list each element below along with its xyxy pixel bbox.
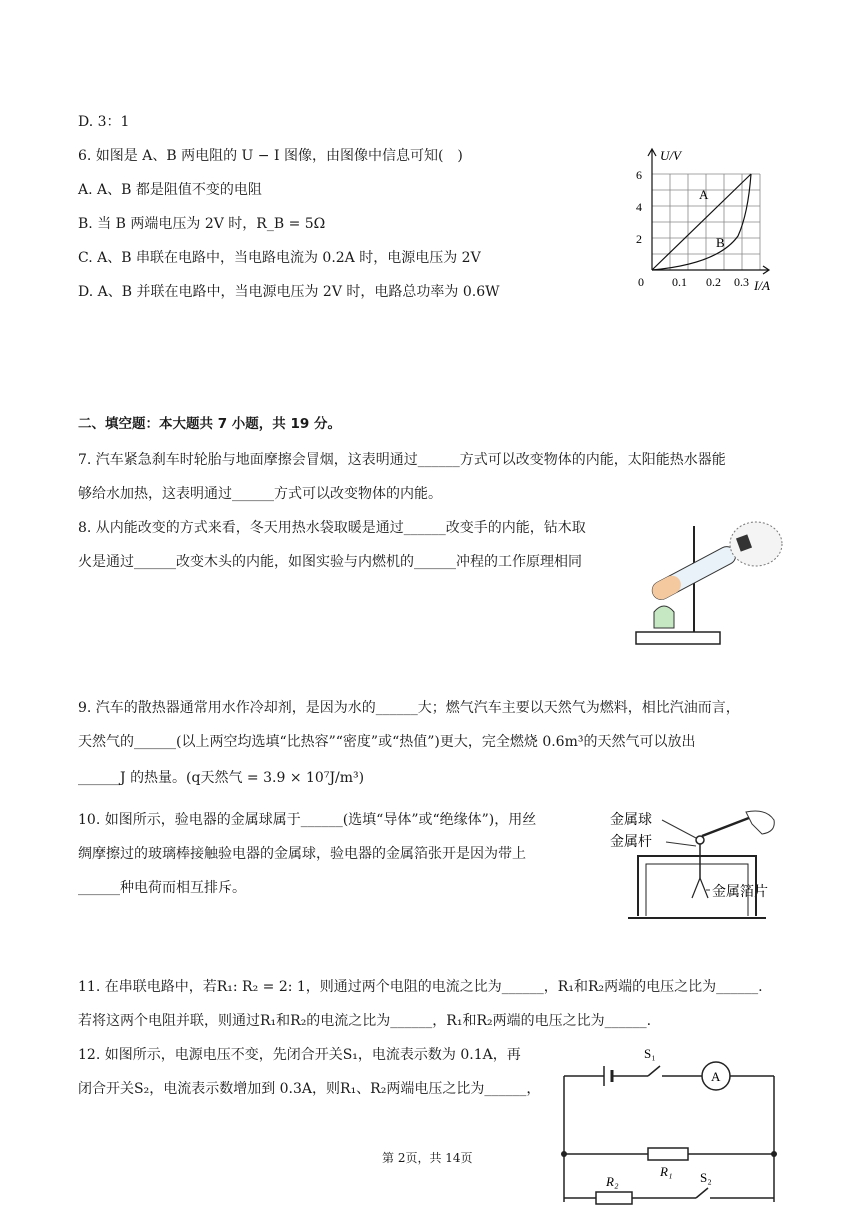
foil-right: [700, 878, 708, 898]
switch-s2: [696, 1188, 708, 1198]
section-2-heading: 二、填空题：本大题共 7 小题，共 19 分。: [78, 416, 341, 432]
page-footer: 第 2页，共 14页: [382, 1151, 473, 1165]
foil-left: [692, 878, 700, 898]
label-r1: R₁: [660, 1164, 673, 1179]
hand: [746, 811, 774, 834]
q12-line-2: 闭合开关S₂，电流表示数增加到 0.3A，则R₁、R₂两端电压之比为______，: [78, 1081, 541, 1097]
y-axis-label: U/V: [660, 148, 681, 163]
curve-b-label: B: [716, 235, 725, 250]
q6-ui-graph: [628, 144, 786, 294]
y-tick-4: 4: [636, 200, 642, 214]
q10-line-3: ______种电荷而相互排斥。: [78, 880, 246, 896]
q9-line-3: ______J 的热量。(q天然气 = 3.9 × 10⁷J/m³): [78, 770, 365, 786]
resistor-r2: [596, 1192, 632, 1204]
q11-line-2: 若将这两个电阻并联，则通过R₁和R₂的电流之比为______，R₁和R₂两端的电压之比为______.: [78, 1013, 652, 1029]
label-r2: R₂: [606, 1174, 619, 1189]
curve-a-label: A: [699, 187, 709, 202]
q8-line-2: 火是通过______改变木头的内能，如图实验与内燃机的______冲程的工作原理相同: [78, 554, 582, 570]
label-line-rod: [666, 842, 696, 846]
q6-option-d: D. A、B 并联在电路中，当电源电压为 2V 时，电路总功率为 0.6W: [78, 284, 500, 300]
label-s1: S₁: [644, 1046, 656, 1061]
label-metal-rod: 金属杆: [610, 835, 652, 850]
q6-option-c: C. A、B 串联在电路中，当电路电流为 0.2A 时，电源电压为 2V: [78, 250, 481, 266]
label-s2: S₂: [700, 1170, 712, 1185]
glass-rod: [702, 816, 754, 836]
q9-line-1: 9. 汽车的散热器通常用水作冷却剂，是因为水的______大；燃气汽车主要以天然气为燃料，相比汽油而言，: [78, 700, 740, 716]
x-axis-label: I/A: [754, 278, 770, 293]
q5-option-d: D. 3：1: [78, 114, 130, 130]
q6-option-a: A. A、B 都是阻值不变的电阻: [78, 182, 262, 198]
alcohol-lamp: [654, 606, 674, 628]
x-tick-0.3: 0.3: [734, 275, 749, 289]
q10-electroscope-figure: [606, 806, 786, 924]
switch-s1: [648, 1066, 660, 1076]
q12-line-1: 12. 如图所示，电源电压不变，先闭合开关S₁，电流表示数为 0.1A，再: [78, 1047, 521, 1063]
junction-left: [561, 1151, 567, 1157]
q8-line-1: 8. 从内能改变的方式来看，冬天用热水袋取暖是通过______改变手的内能，钻木取: [78, 520, 586, 536]
q7-line-1: 7. 汽车紧急刹车时轮胎与地面摩擦会冒烟，这表明通过______方式可以改变物体的内能，太阳能热水器能: [78, 452, 726, 468]
stand-base: [636, 632, 720, 644]
label-line-ball: [662, 820, 696, 838]
steam-cloud: [730, 522, 782, 566]
q9-line-2: 天然气的______(以上两空均选填“比热容”“密度”或“热值”)更大，完全燃烧 0.6m³的天然气可以放出: [78, 734, 696, 750]
q6-option-b: B. 当 B 两端电压为 2V 时，R_B = 5Ω: [78, 216, 326, 232]
label-ammeter: A: [711, 1069, 721, 1084]
x-tick-0.1: 0.1: [672, 275, 687, 289]
q7-line-2: 够给水加热，这表明通过______方式可以改变物体的内能。: [78, 486, 442, 502]
q11-line-1: 11. 在串联电路中，若R₁: R₂ = 2: 1，则通过两个电阻的电流之比为______，R₁和R₂两端的电压之比为______.: [78, 979, 763, 995]
label-metal-ball: 金属球: [610, 813, 652, 828]
label-metal-foil: 金属箔片: [712, 885, 768, 900]
junction-right: [771, 1151, 777, 1157]
q12-circuit-figure: [556, 1042, 782, 1212]
y-tick-2: 2: [636, 232, 642, 246]
q8-test-tube-figure: [630, 512, 790, 652]
x-tick-0.2: 0.2: [706, 275, 721, 289]
x-tick-0: 0: [638, 275, 644, 289]
metal-ball: [696, 836, 704, 844]
q10-line-2: 绸摩擦过的玻璃棒接触验电器的金属球，验电器的金属箔张开是因为带上: [78, 846, 526, 862]
q10-line-1: 10. 如图所示，验电器的金属球属于______(选填“导体”或“绝缘体”)，用丝: [78, 812, 537, 828]
resistor-r1: [648, 1148, 688, 1160]
y-tick-6: 6: [636, 168, 642, 182]
q6-stem: 6. 如图是 A、B 两电阻的 U − I 图像，由图像中信息可知( ): [78, 148, 463, 164]
